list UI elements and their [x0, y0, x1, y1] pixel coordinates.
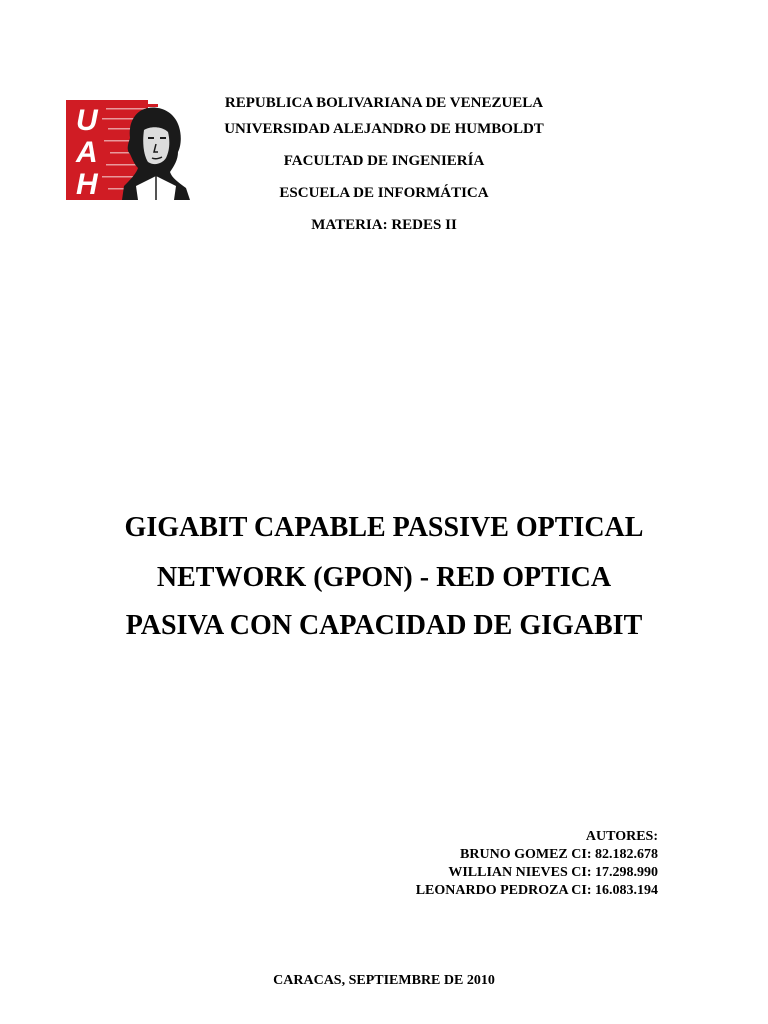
place-date: CARACAS, SEPTIEMBRE DE 2010 [273, 973, 495, 988]
author-item: BRUNO GOMEZ CI: 82.182.678 [460, 847, 658, 862]
title-line-2: NETWORK (GPON) - RED OPTICA [156, 562, 612, 593]
header-country: REPUBLICA BOLIVARIANA DE VENEZUELA [224, 95, 544, 111]
logo-letter-h: H [76, 168, 98, 200]
title-line-3: PASIVA CON CAPACIDAD DE GIGABIT [125, 610, 643, 641]
logo-letter-u: U [76, 104, 98, 137]
header-subject: MATERIA: REDES II [311, 217, 457, 233]
header-school: ESCUELA DE INFORMÁTICA [279, 185, 489, 201]
author-item: WILLIAN NIEVES CI: 17.298.990 [448, 865, 658, 880]
authors-block [416, 828, 658, 900]
title-line-1: GIGABIT CAPABLE PASSIVE OPTICAL [124, 512, 644, 543]
header-faculty: FACULTAD DE INGENIERÍA [283, 153, 485, 169]
author-item: LEONARDO PEDROZA CI: 16.083.194 [415, 883, 658, 898]
authors-heading: AUTORES: [585, 829, 658, 844]
logo-letter-a: A [76, 136, 98, 169]
header-university: UNIVERSIDAD ALEJANDRO DE HUMBOLDT [224, 121, 544, 137]
